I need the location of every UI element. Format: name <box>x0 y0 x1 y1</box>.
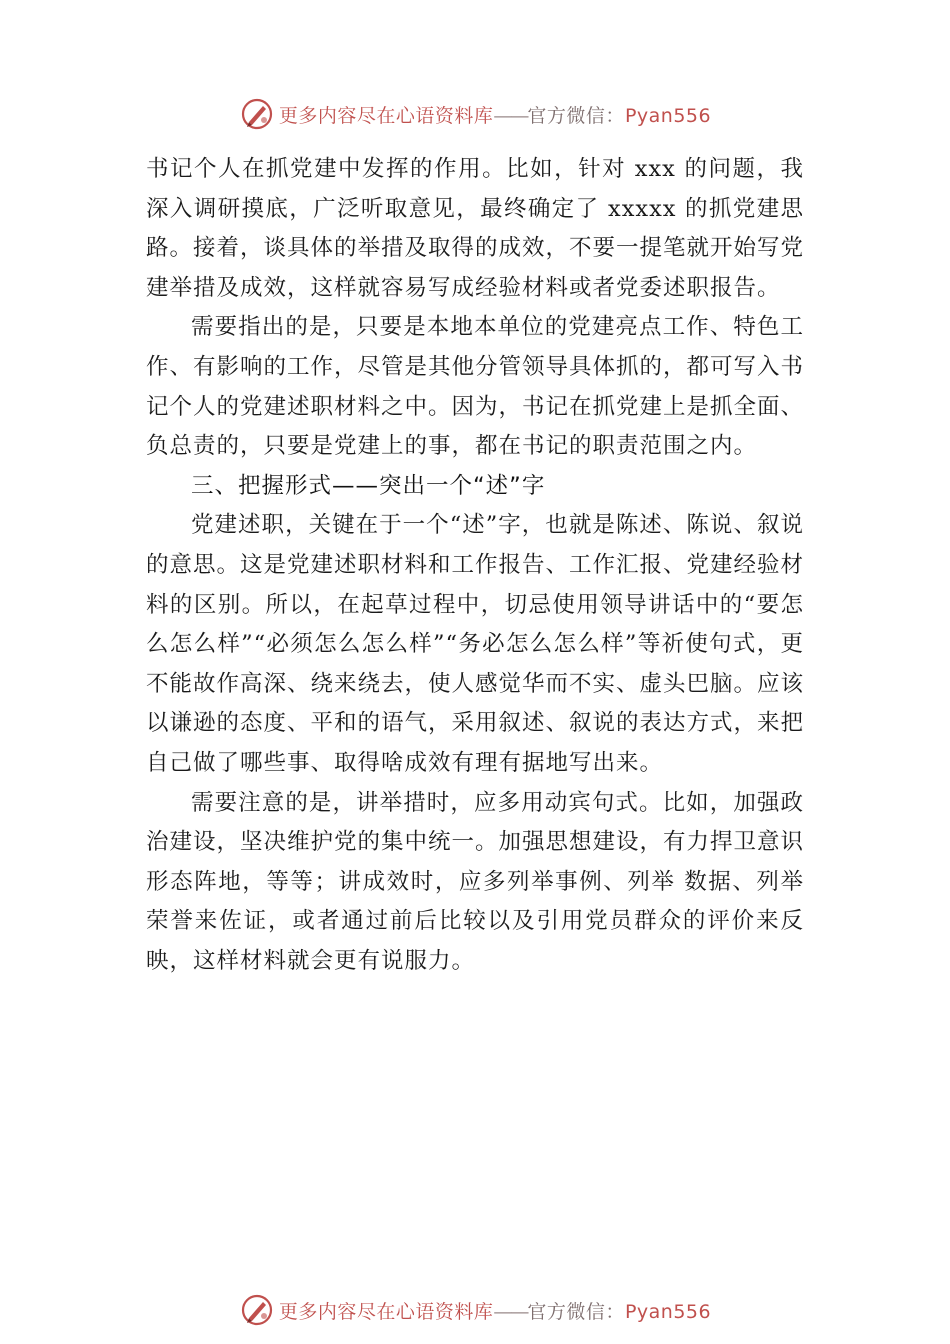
paragraph-5: 需要注意的是，讲举措时，应多用动宾句式。比如，加强政治建设，坚决维护党的集中统一。加强思想建设，有力捍卫意识形态阵地，等等；讲成效时，应多列举事例、列举 数据、列举荣誉来佐证，或者通过前后比较以及引用党员群众的评价来反映，这样材料就会更有说服力。 <box>146 789 805 974</box>
watermark-text <box>279 1297 711 1324</box>
watermark-site: 更多内容尽在心语资料库 <box>278 104 494 127</box>
watermark-dash: —— <box>493 1300 528 1323</box>
pen-logo-icon <box>239 96 275 132</box>
paragraph-4: 党建述职，关键在于一个“述”字，也就是陈述、陈说、叙说的意思。这是党建述职材料和工作报告、工作汇报、党建经验材料的区别。所以，在起草过程中，切忌使用领导讲话中的“要怎么怎么样”“必须怎么怎么样”“务必怎么怎么样”等祈使句式，更不能故作高深、绕来绕去，使人感觉华而不实、虚头巴脑。应该以谦逊的态度、平和的语气，采用叙述、叙说的表达方式，来把自己做了哪些事、取得啥成效有理有据地写出来。 <box>146 512 805 776</box>
paragraph-2: 需要指出的是，只要是本地本单位的党建亮点工作、特色工作、有影响的工作，尽管是其他分管领导具体抓的，都可写入书记个人的党建述职材料之中。因为，书记在抓党建上是抓全面、负总责的，只要是党建上的事，都在书记的职责范围之内。 <box>146 314 805 460</box>
watermark-wechat-label: 官方微信： <box>527 104 625 127</box>
watermark-account: Pyan556 <box>624 104 712 127</box>
watermark-site: 更多内容尽在心语资料库 <box>278 1300 494 1323</box>
pen-logo-icon <box>239 1292 275 1328</box>
watermark-banner-top <box>0 94 950 134</box>
section-heading-3: 三、把握形式——突出一个“述”字 <box>191 472 546 499</box>
paragraph-1: 书记个人在抓党建中发挥的作用。比如，针对 xxx 的问题，我深入调研摸底，广泛听取意见，最终确定了 xxxxx 的抓党建思路。接着，谈具体的举措及取得的成效，不要一提笔就开始写党建举措及成效，这样就容易写成经验材料或者党委述职报告。 <box>146 156 805 301</box>
watermark-banner-bottom <box>0 1290 950 1330</box>
watermark-wechat-label: 官方微信： <box>527 1300 625 1323</box>
document-body <box>146 150 804 981</box>
watermark-text <box>279 101 711 128</box>
watermark-account: Pyan556 <box>624 1300 712 1323</box>
watermark-dash: —— <box>493 104 528 127</box>
